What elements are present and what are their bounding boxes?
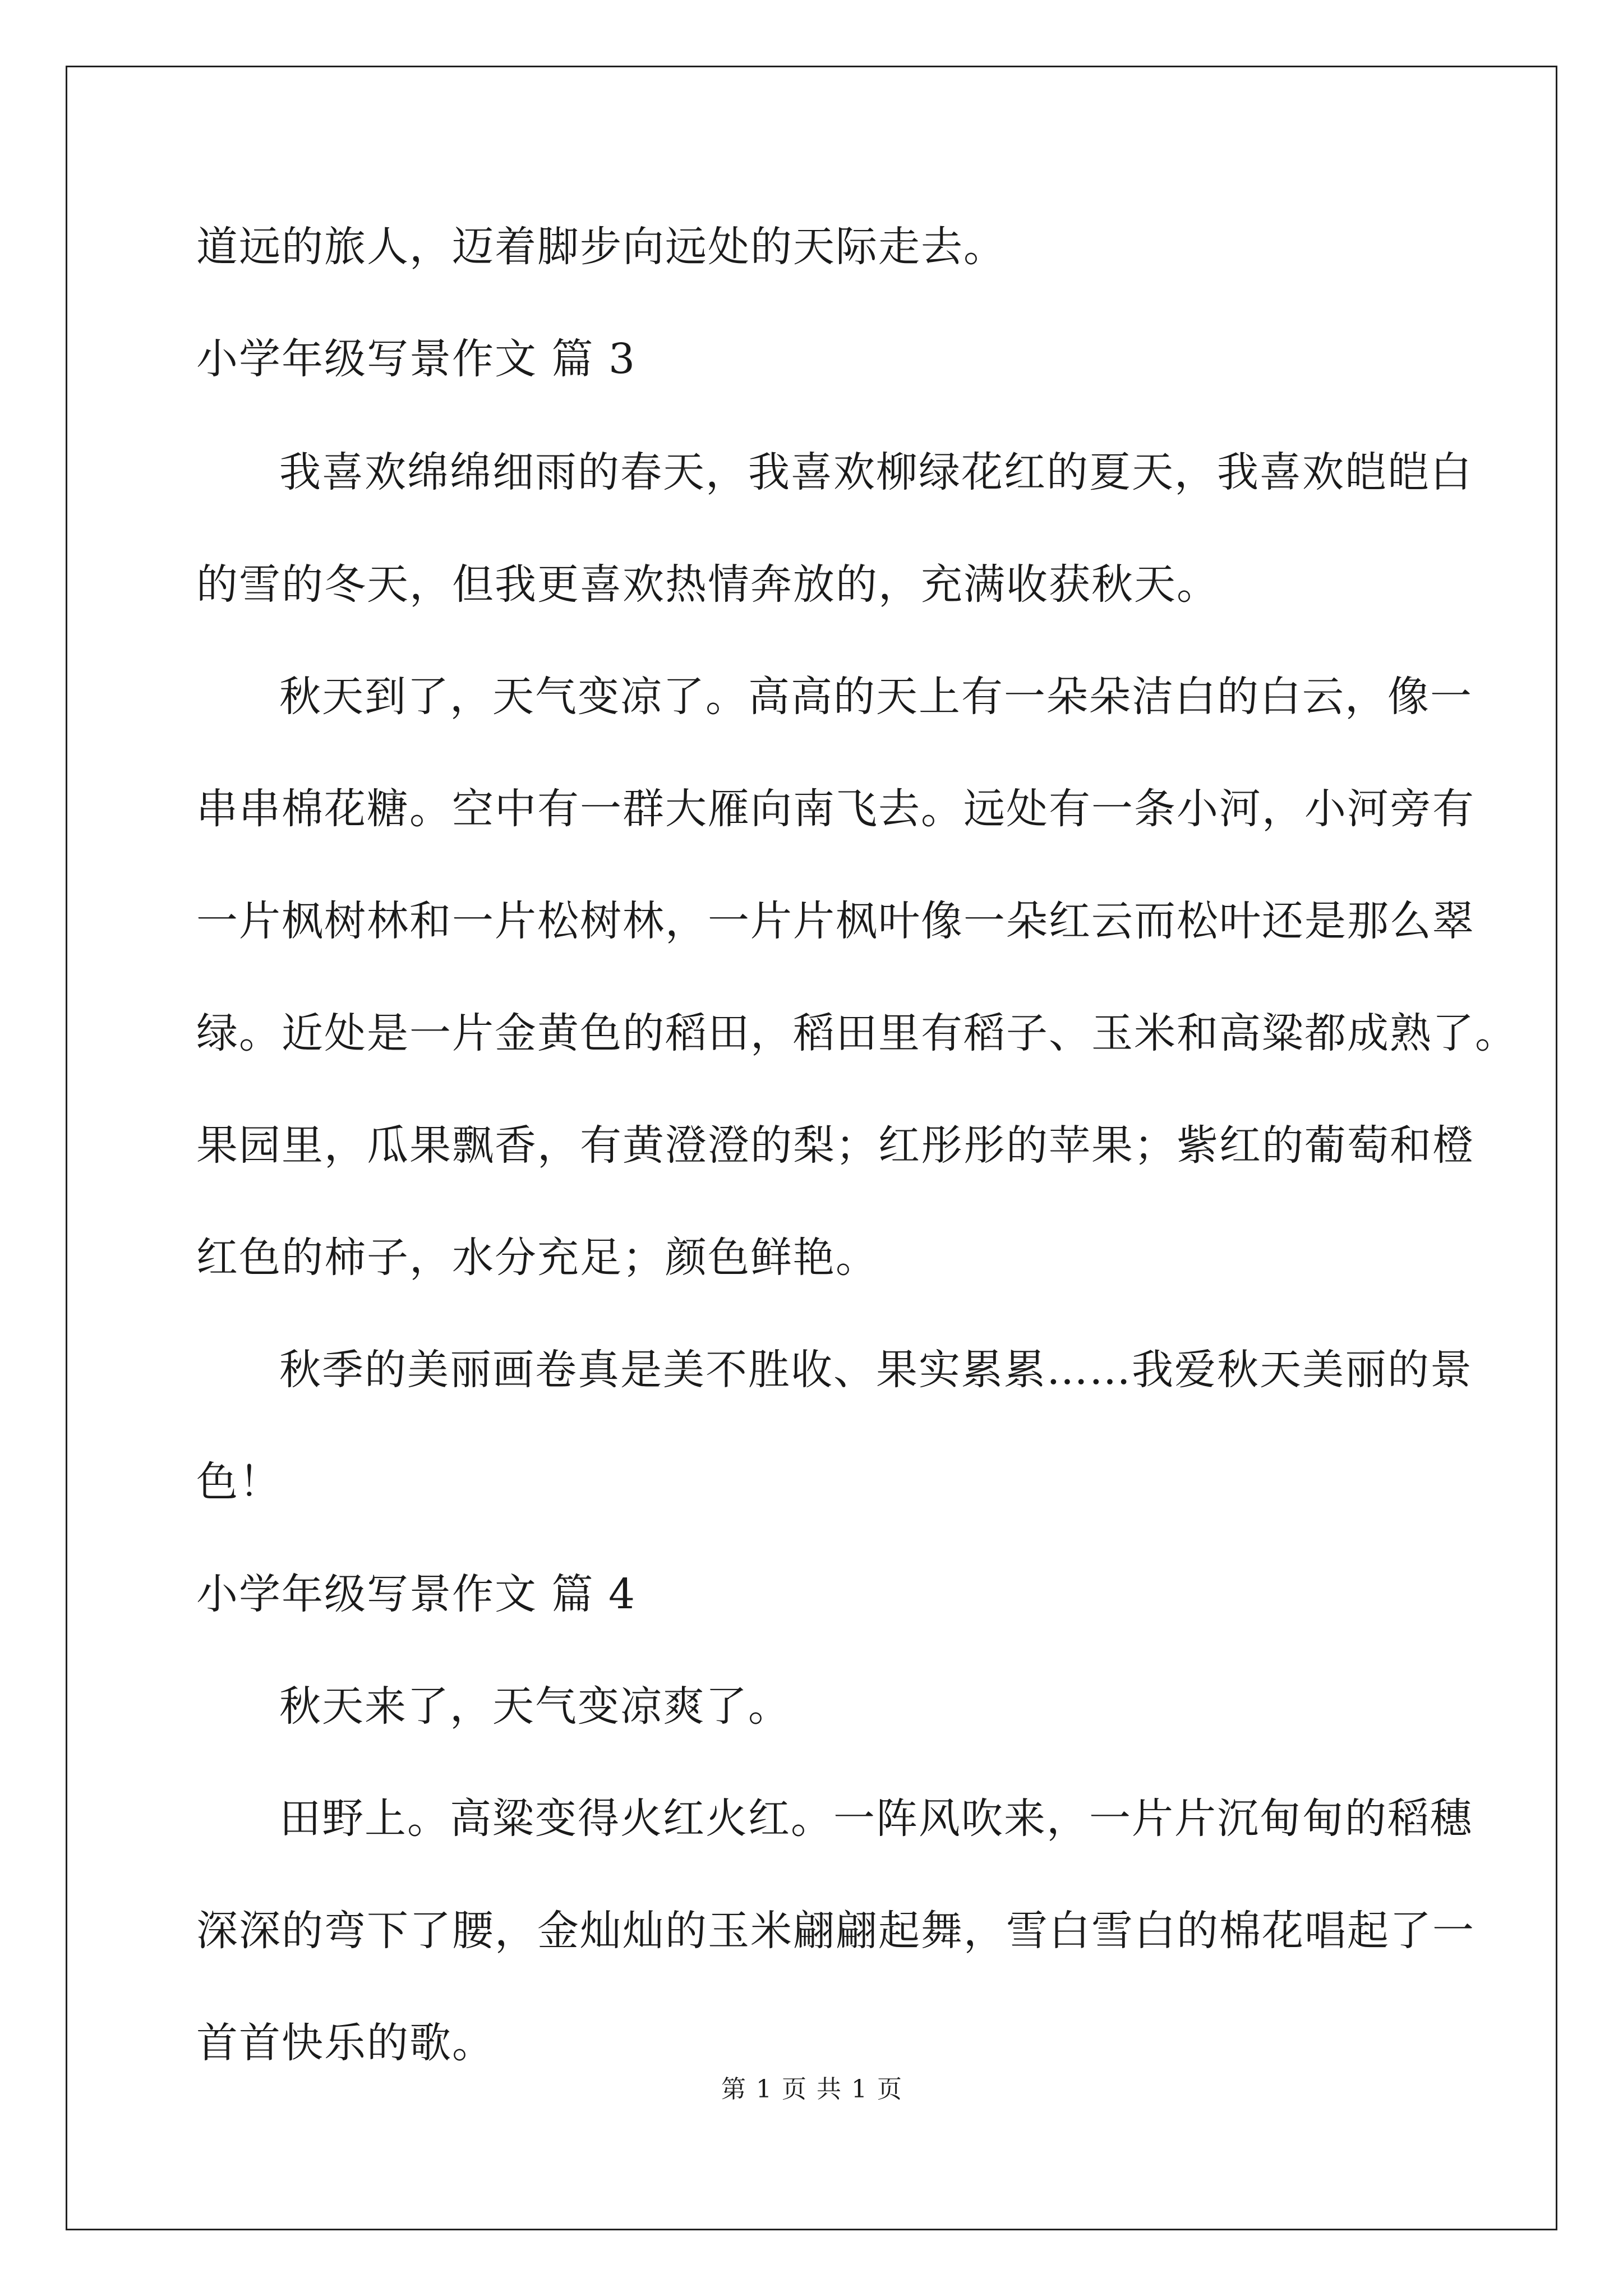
paragraph-line: 红色的柿子，水分充足；颜色鲜艳。	[196, 1234, 878, 1282]
paragraph-line: 一片枫树林和一片松树林，一片片枫叶像一朵红云而松叶还是那么翠	[196, 897, 1475, 945]
paragraph-line: 色！	[196, 1458, 282, 1506]
paragraph-line: 秋天来了，天气变凉爽了。	[279, 1682, 791, 1731]
page-footer: 第 1 页 共 1 页	[721, 2075, 902, 2104]
paragraph-line: 秋季的美丽画卷真是美不胜收、果实累累……我爱秋天美丽的景	[279, 1346, 1473, 1394]
paragraph-line: 田野上。高粱变得火红火红。一阵风吹来，一片片沉甸甸的稻穗	[279, 1795, 1473, 1843]
section-heading: 小学年级写景作文 篇 4	[196, 1570, 637, 1618]
section-heading: 小学年级写景作文 篇 3	[196, 335, 637, 383]
paragraph-line: 我喜欢绵绵细雨的春天，我喜欢柳绿花红的夏天，我喜欢皑皑白	[279, 448, 1473, 496]
paragraph-line: 串串棉花糖。空中有一群大雁向南飞去。远处有一条小河，小河旁有	[196, 785, 1475, 833]
paragraph-line: 道远的旅人，迈着脚步向远处的天际走去。	[196, 223, 1006, 271]
paragraph-line: 果园里，瓜果飘香，有黄澄澄的梨；红彤彤的苹果；紫红的葡萄和橙	[196, 1121, 1475, 1170]
paragraph-line: 绿。近处是一片金黄色的稻田，稻田里有稻子、玉米和高粱都成熟了。	[196, 1009, 1518, 1057]
paragraph-line: 的雪的冬天，但我更喜欢热情奔放的，充满收获秋天。	[196, 560, 1219, 609]
paragraph-line: 首首快乐的歌。	[196, 2019, 495, 2067]
paragraph-line: 秋天到了，天气变凉了。高高的天上有一朵朵洁白的白云，像一	[279, 673, 1473, 721]
paragraph-line: 深深的弯下了腰，金灿灿的玉米翩翩起舞，雪白雪白的棉花唱起了一	[196, 1907, 1475, 1955]
